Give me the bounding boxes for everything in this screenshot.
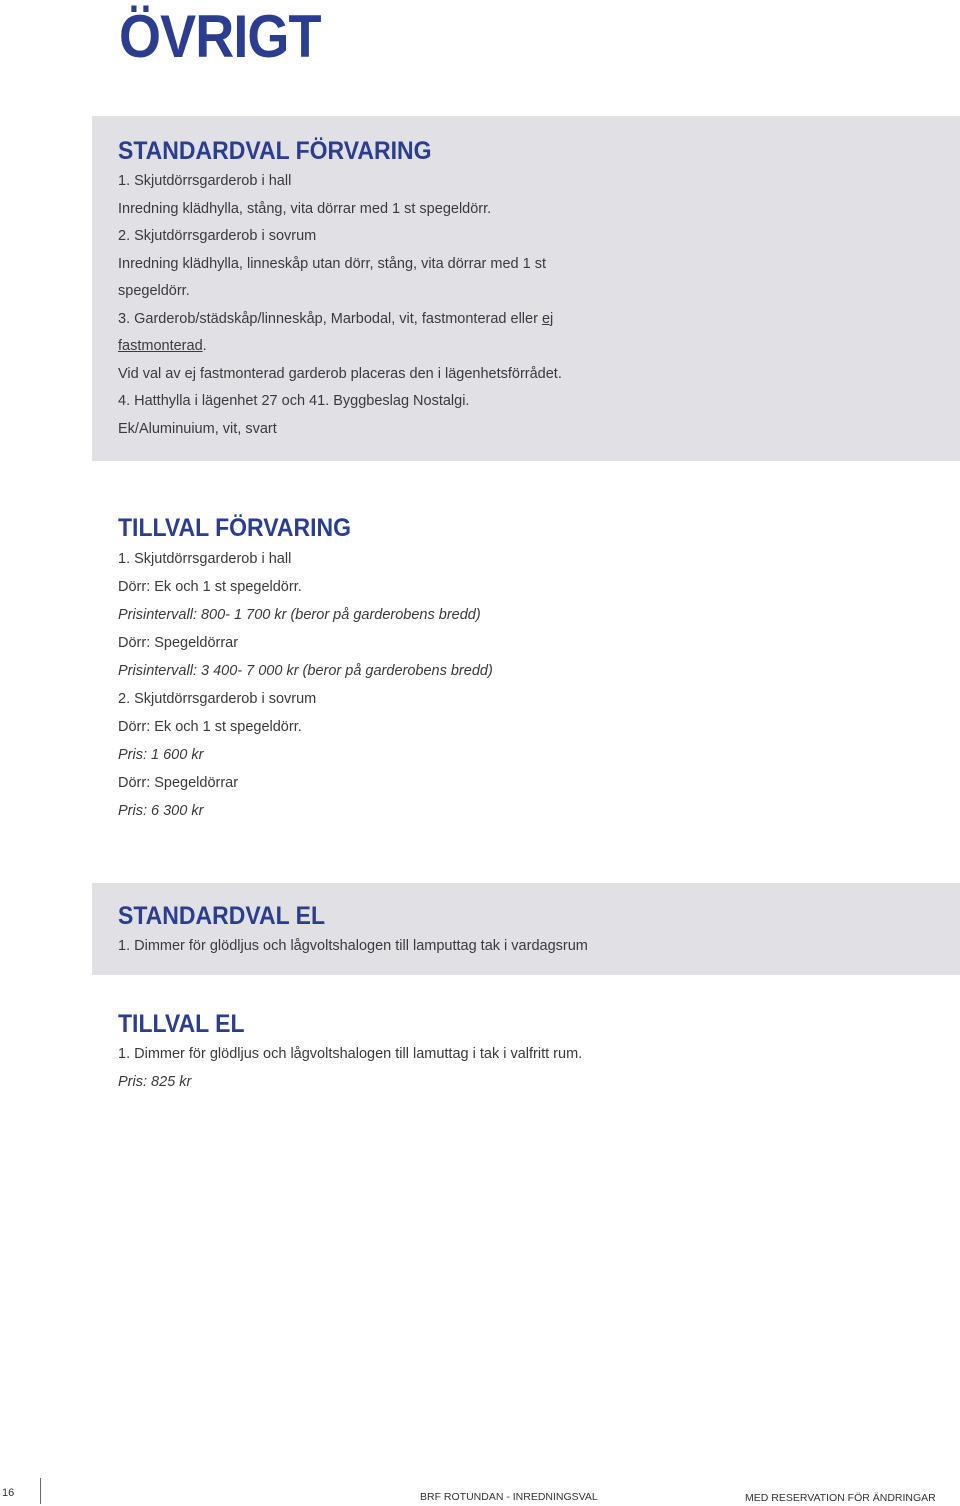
list-item: 2. Skjutdörrsgarderob i sovrum — [118, 228, 317, 244]
list-item-text: 3. Garderob/städskåp/linneskåp, Marbodal, vit, fastmonterad eller — [118, 310, 542, 327]
footer-divider — [40, 1478, 41, 1504]
underlined-text: fastmonterad — [118, 338, 203, 354]
list-item: Vid val av ej fastmonterad garderob placeras den i lägenhetsförrådet. — [118, 365, 562, 382]
footer-disclaimer: MED RESERVATION FÖR ÄNDRINGAR — [745, 1492, 936, 1504]
list-item: Dörr: Spegeldörrar — [118, 775, 239, 791]
list-item: Inredning klädhylla, stång, vita dörrar med 1 st spegeldörr. — [118, 200, 492, 217]
price-text: Pris: 6 300 kr — [118, 803, 204, 819]
list-item: 1. Dimmer för glödljus och lågvoltshalogen till lamuttag i tak i valfritt rum. — [118, 1046, 583, 1062]
list-item: Ek/Aluminuium, vit, svart — [118, 420, 277, 437]
page-number: 16 — [2, 1487, 15, 1499]
section-tillval-el — [92, 1009, 960, 1109]
list-item: Dörr: Ek och 1 st spegeldörr. — [118, 719, 302, 735]
list-item: Dörr: Spegeldörrar — [118, 635, 239, 651]
list-item: Inredning klädhylla, linneskåp utan dörr, stång, vita dörrar med 1 st — [118, 255, 546, 272]
section-tillval-forvaring — [92, 513, 960, 823]
section-standardval-el — [92, 883, 960, 975]
footer-document-title: BRF ROTUNDAN - INREDNINGSVAL — [420, 1491, 598, 1503]
list-item: 1. Skjutdörrsgarderob i hall — [118, 551, 292, 567]
price-text: Pris: 1 600 kr — [118, 747, 204, 763]
list-item: 2. Skjutdörrsgarderob i sovrum — [118, 691, 317, 707]
list-item: 1. Skjutdörrsgarderob i hall — [118, 173, 292, 189]
price-text: Prisintervall: 3 400- 7 000 kr (beror på garderobens bredd) — [118, 663, 493, 679]
underlined-text: ej — [541, 310, 554, 327]
section-standardval-forvaring — [92, 116, 960, 461]
list-item-text: . — [202, 338, 207, 354]
price-text: Pris: 825 kr — [118, 1073, 192, 1090]
section-title: TILLVAL FÖRVARING — [118, 514, 351, 542]
page-title: ÖVRIGT — [119, 3, 321, 70]
section-title: TILLVAL EL — [118, 1010, 245, 1038]
price-text: Prisintervall: 800- 1 700 kr (beror på garderobens bredd) — [118, 607, 481, 623]
list-item: spegeldörr. — [118, 283, 190, 299]
section-title: STANDARDVAL EL — [118, 902, 325, 930]
list-item: Dörr: Ek och 1 st spegeldörr. — [118, 579, 302, 595]
list-item — [118, 333, 960, 361]
section-title: STANDARDVAL FÖRVARING — [118, 137, 432, 165]
list-item — [118, 306, 960, 334]
list-item: 1. Dimmer för glödljus och lågvoltshalogen till lamputtag tak i vardagsrum — [118, 938, 588, 954]
list-item: 4. Hatthylla i lägenhet 27 och 41. Byggbeslag Nostalgi. — [118, 393, 470, 409]
